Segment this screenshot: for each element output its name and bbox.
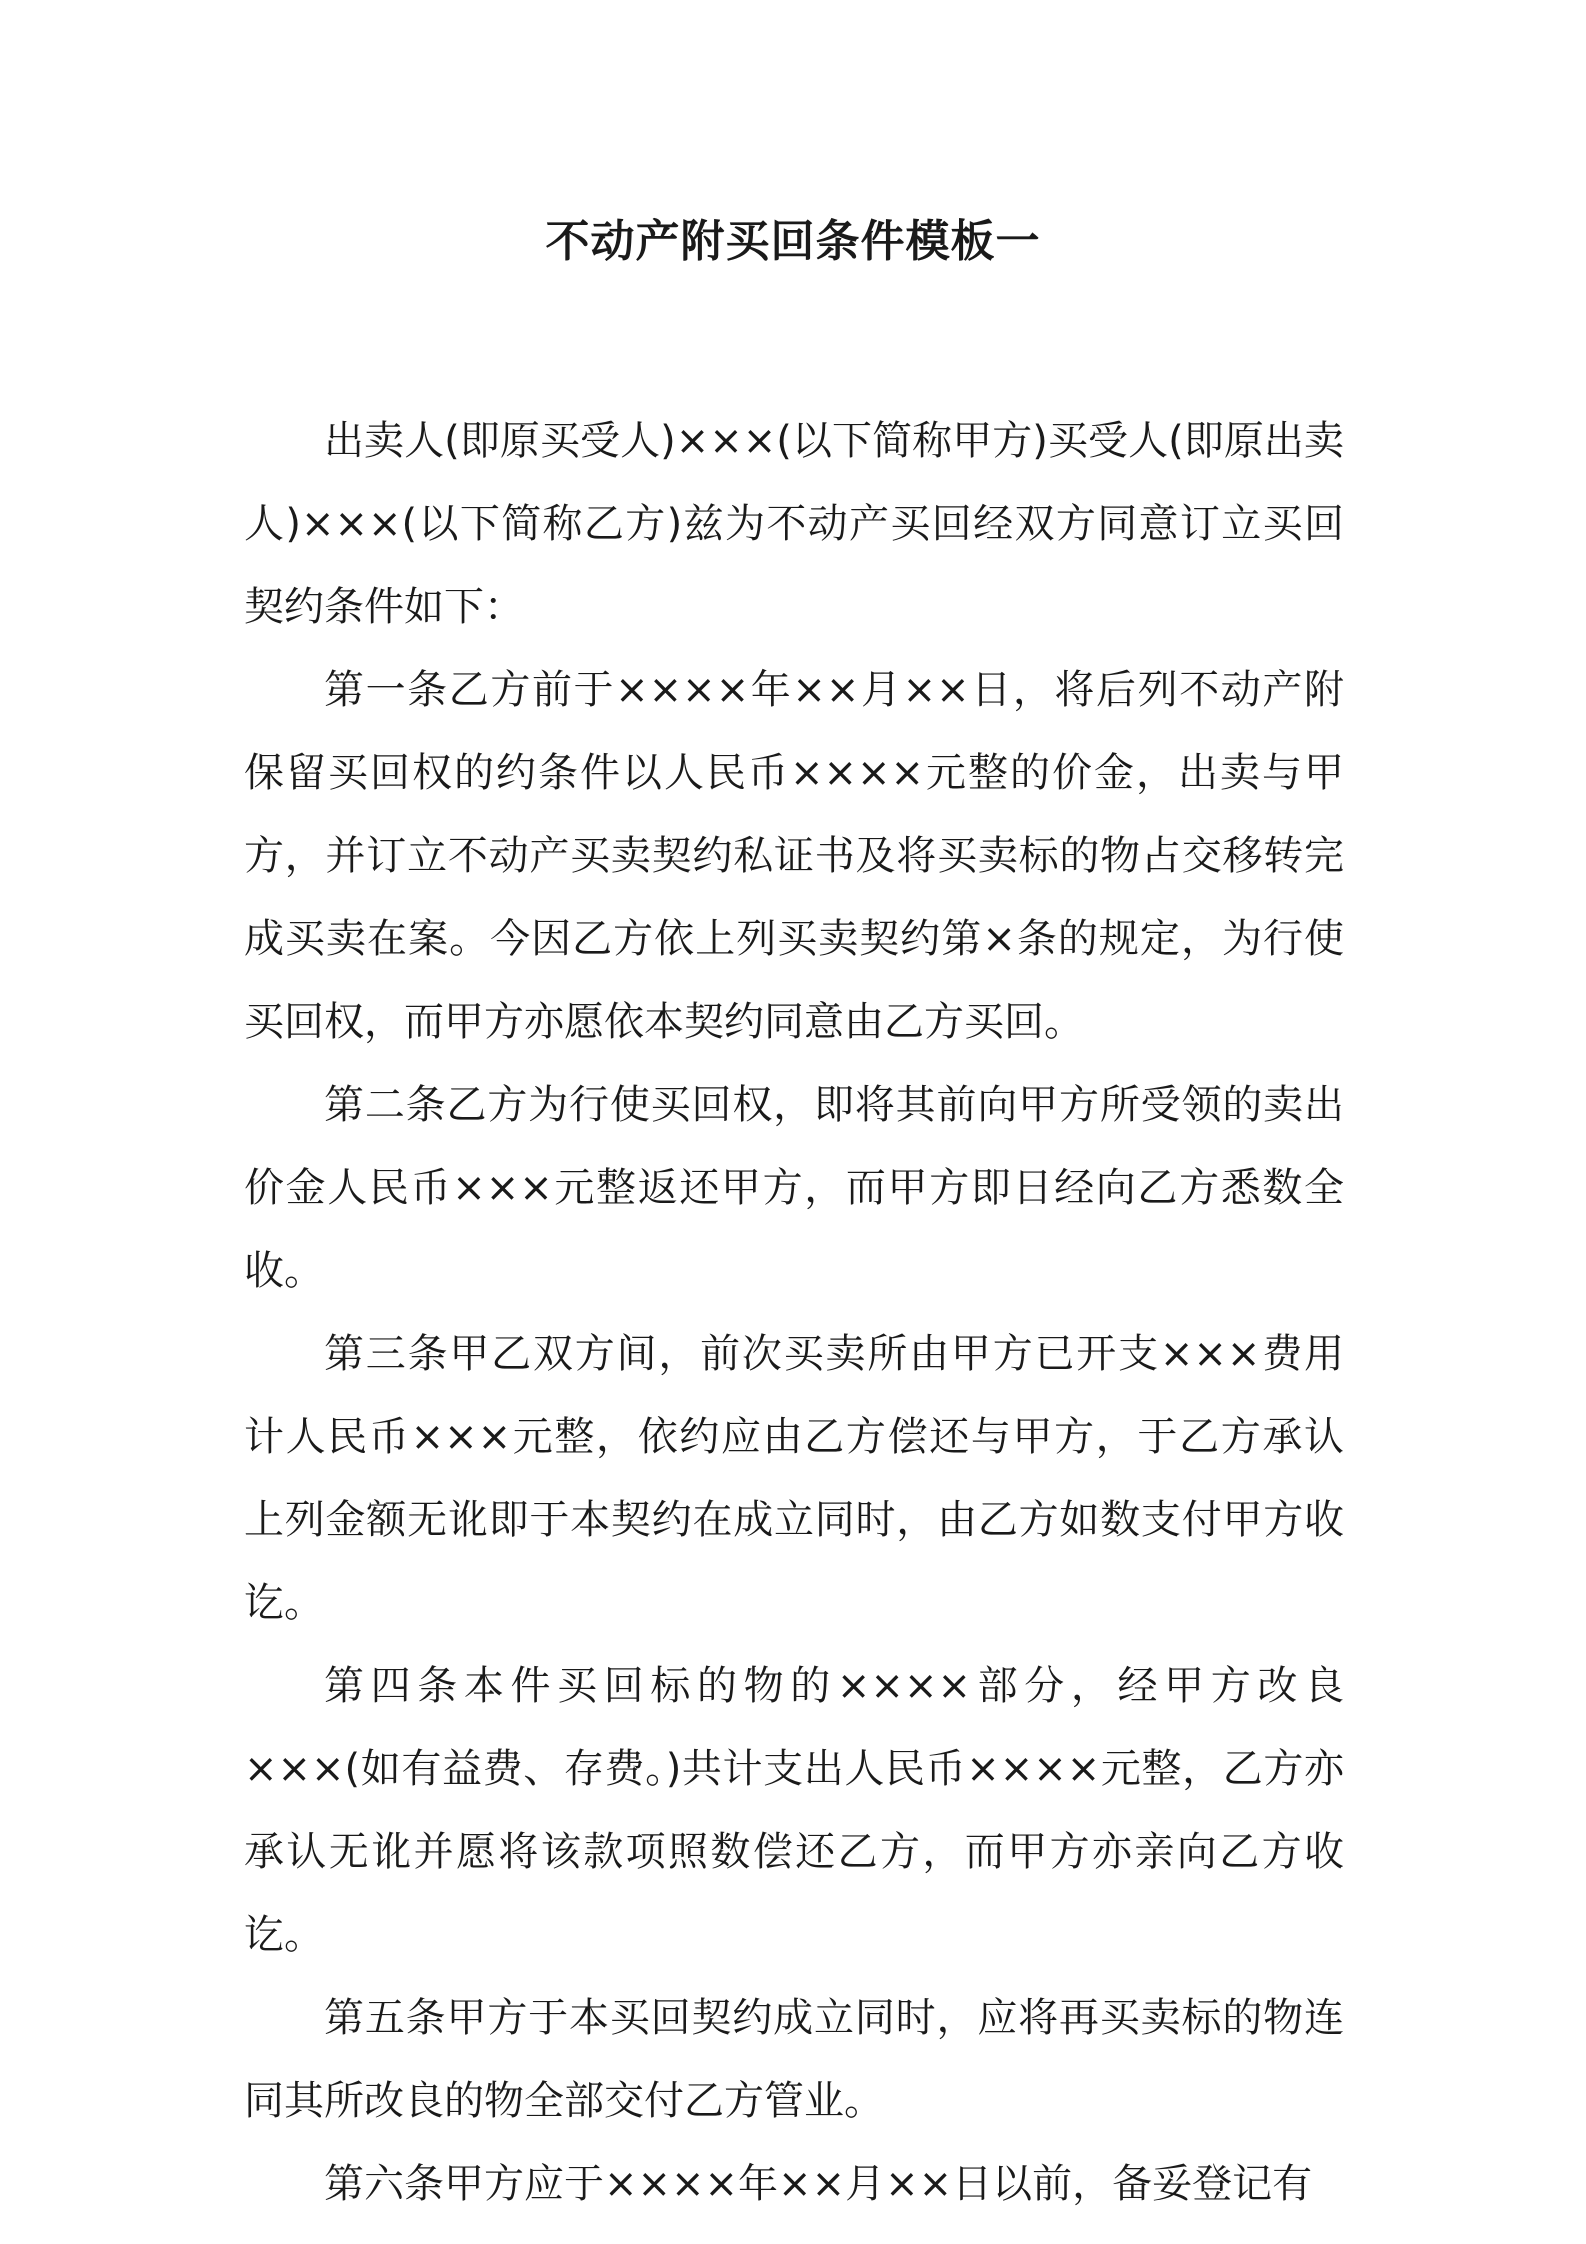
paragraph-article-4: 第四条本件买回标的物的××××部分，经甲方改良×××(如有益费、存费。)共计支出人民币××××元整，乙方亦承认无讹并愿将该款项照数偿还乙方，而甲方亦亲向乙方收讫。 bbox=[244, 1663, 1344, 1958]
paragraph-article-1: 第一条乙方前于××××年××月××日，将后列不动产附保留买回权的约条件以人民币××××元整的价金，出卖与甲方，并订立不动产买卖契约私证书及将买卖标的物占交移转完成买卖在案。今因乙方依上列买卖契约第×条的规定，为行使买回权，而甲方亦愿依本契约同意由乙方买回。 bbox=[244, 667, 1344, 1045]
paragraph-article-2: 第二条乙方为行使买回权，即将其前向甲方所受领的卖出价金人民币×××元整返还甲方，而甲方即日经向乙方悉数全收。 bbox=[244, 1082, 1344, 1294]
document-body bbox=[244, 400, 1344, 2226]
paragraph-article-5: 第五条甲方于本买回契约成立同时，应将再买卖标的物连同其所改良的物全部交付乙方管业。 bbox=[244, 1995, 1344, 2124]
paragraph-article-3: 第三条甲乙双方间，前次买卖所由甲方已开支×××费用计人民币×××元整，依约应由乙方偿还与甲方，于乙方承认上列金额无讹即于本契约在成立同时，由乙方如数支付甲方收讫。 bbox=[244, 1331, 1344, 1626]
paragraph-article-6: 第六条甲方应于××××年××月××日以前，备妥登记有 bbox=[324, 2161, 1313, 2207]
paragraph-preamble: 出卖人(即原买受人)×××(以下简称甲方)买受人(即原出卖人)×××(以下简称乙方)兹为不动产买回经双方同意订立买回契约条件如下： bbox=[244, 418, 1344, 630]
document-title: 不动产附买回条件模板一 bbox=[545, 216, 1041, 267]
